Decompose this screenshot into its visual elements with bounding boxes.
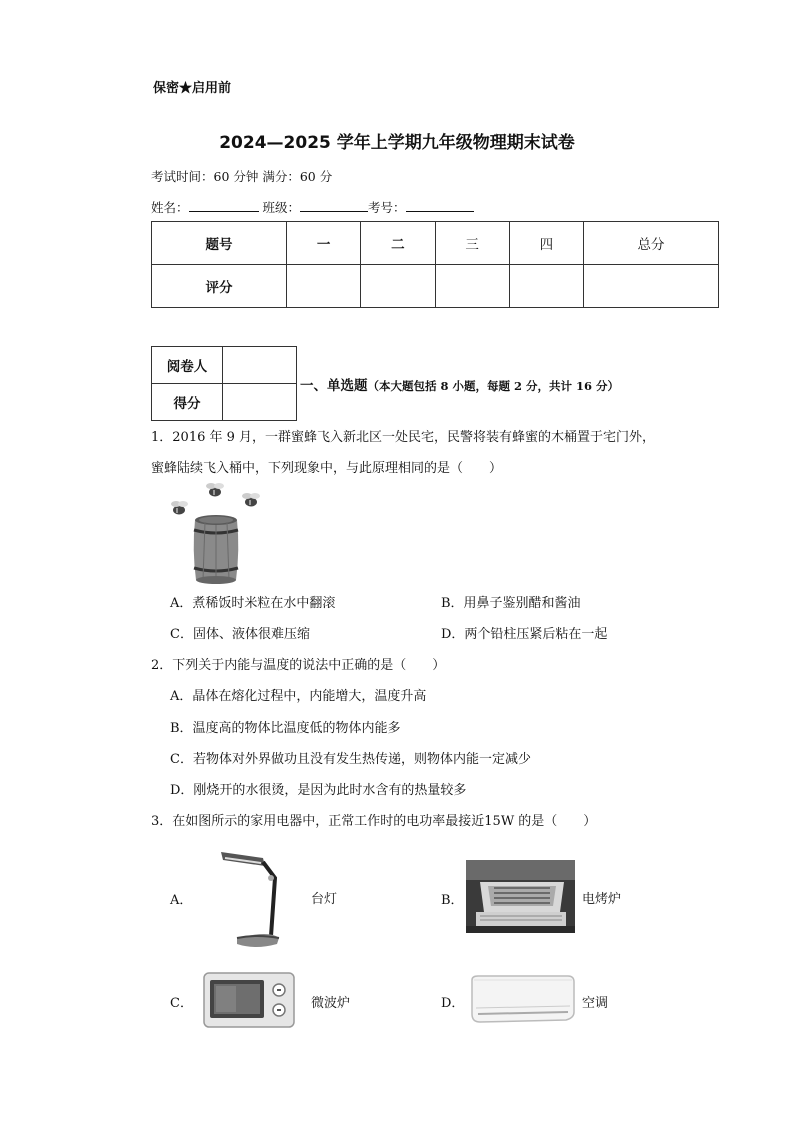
electric-oven-icon bbox=[466, 860, 575, 933]
student-info-line bbox=[151, 198, 474, 216]
score-header-cell: 题号 bbox=[152, 222, 287, 265]
q3-option-d-label: 空调 bbox=[582, 996, 609, 1011]
bees-barrel-image bbox=[165, 480, 265, 588]
microwave-icon bbox=[203, 972, 295, 1028]
reviewer-label: 阅卷人 bbox=[152, 347, 223, 384]
q2-option-b: B．温度高的物体比温度低的物体内能多 bbox=[170, 721, 401, 736]
reviewer-cell[interactable] bbox=[223, 347, 297, 384]
q3-option-c-label: 微波炉 bbox=[311, 996, 351, 1011]
score-cell[interactable] bbox=[509, 265, 583, 308]
section-title: 一、单选题 bbox=[300, 378, 368, 394]
grader-table bbox=[151, 346, 297, 421]
q1-stem-line2: 蜜蜂陆续飞入桶中，下列现象中，与此原理相同的是（ ） bbox=[151, 461, 503, 476]
q3-option-b-label: 电烤炉 bbox=[582, 892, 622, 907]
score-header-cell: 总分 bbox=[584, 222, 719, 265]
q3-option-a-letter: A． bbox=[170, 893, 193, 908]
air-conditioner-icon bbox=[468, 972, 576, 1028]
desk-lamp-icon bbox=[215, 846, 285, 950]
name-label: 姓名： bbox=[151, 200, 189, 215]
q3-stem: 3．在如图所示的家用电器中，正常工作时的电功率最接近15W 的是（ ） bbox=[151, 814, 597, 829]
section-heading bbox=[300, 374, 619, 394]
score-header-cell: 三 bbox=[435, 222, 509, 265]
section-note: （本大题包括 8 小题，每题 2 分，共计 16 分） bbox=[367, 379, 620, 393]
number-label: 考号： bbox=[368, 200, 406, 215]
barrel-icon bbox=[194, 515, 239, 584]
q3-option-c-letter: C． bbox=[170, 996, 193, 1011]
score-cell[interactable] bbox=[287, 265, 361, 308]
q1-stem-line1: 1．2016 年 9 月，一群蜜蜂飞入新北区一处民宅，民警将装有蜂蜜的木桶置于宅门外， bbox=[151, 430, 656, 445]
bee-icon bbox=[206, 483, 224, 497]
score-cell[interactable] bbox=[361, 265, 435, 308]
score-label: 得分 bbox=[152, 384, 223, 421]
q3-option-d-letter: D． bbox=[441, 996, 465, 1011]
q2-option-c: C．若物体对外界做功且没有发生热传递，则物体内能一定减少 bbox=[170, 752, 531, 767]
score-table-score-row bbox=[152, 265, 719, 308]
bee-icon bbox=[171, 501, 188, 515]
q3-option-b-letter: B． bbox=[441, 893, 464, 908]
q1-option-d: D．两个铅柱压紧后粘在一起 bbox=[441, 627, 608, 642]
score-cell[interactable] bbox=[435, 265, 509, 308]
exam-info: 考试时间：60 分钟 满分：60 分 bbox=[151, 169, 333, 184]
score-header-cell: 一 bbox=[287, 222, 361, 265]
q2-option-a: A．晶体在熔化过程中，内能增大，温度升高 bbox=[170, 689, 427, 704]
bee-icon bbox=[242, 493, 260, 507]
number-blank[interactable] bbox=[406, 199, 474, 212]
class-blank[interactable] bbox=[300, 199, 368, 212]
score-cell[interactable] bbox=[584, 265, 719, 308]
score-table bbox=[151, 221, 719, 308]
score-header-cell: 四 bbox=[509, 222, 583, 265]
q2-option-d: D．刚烧开的水很烫，是因为此时水含有的热量较多 bbox=[170, 783, 467, 798]
score-row-label: 评分 bbox=[152, 265, 287, 308]
score-table-header-row bbox=[152, 222, 719, 265]
q1-option-b: B．用鼻子鉴别醋和酱油 bbox=[441, 596, 581, 611]
q1-option-a: A．煮稀饭时米粒在水中翻滚 bbox=[170, 596, 336, 611]
confidential-label: 保密★启用前 bbox=[153, 81, 232, 96]
q3-option-a-label: 台灯 bbox=[311, 892, 338, 907]
q2-stem: 2．下列关于内能与温度的说法中正确的是（ ） bbox=[151, 658, 446, 673]
score-value-cell[interactable] bbox=[223, 384, 297, 421]
class-label: 班级： bbox=[262, 200, 301, 215]
score-header-cell: 二 bbox=[361, 222, 435, 265]
name-blank[interactable] bbox=[189, 199, 259, 212]
exam-title: 2024—2025 学年上学期九年级物理期末试卷 bbox=[219, 133, 575, 153]
q1-option-c: C．固体、液体很难压缩 bbox=[170, 627, 310, 642]
